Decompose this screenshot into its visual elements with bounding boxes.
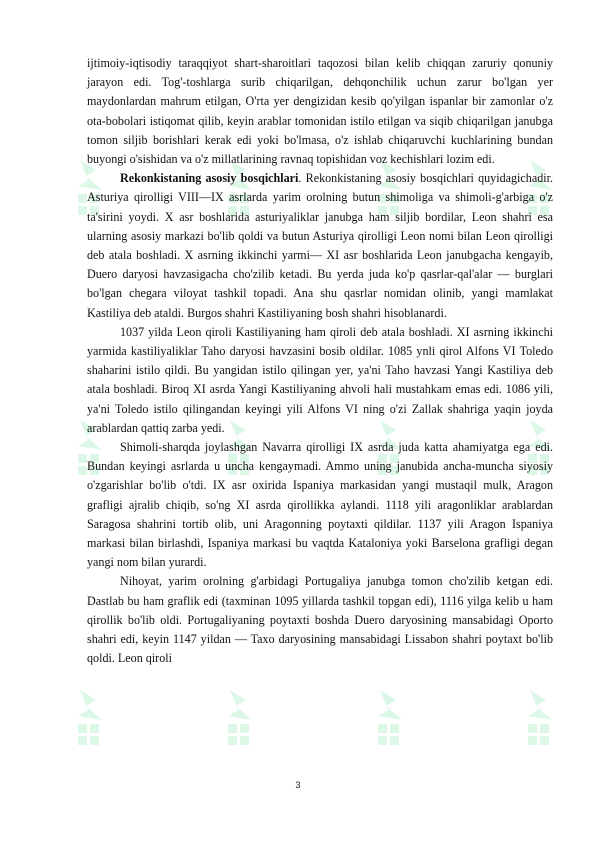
paragraph-5 xyxy=(87,572,553,668)
paragraph-text: Nihoyat, yarim orolning g'arbidagi Portugaliya janubga tomon cho'zilib ketgan edi. Dastlab bu ham graflik edi (taxminan 1095 yillarda tashkil topgan edi), 1116 yilga kelib u ham qirollik bo'lib oldi. Portugaliyaning poytaxti boshda Duero daryosining mansabidagi Oporto shahri edi, keyin 1147 yildan — Taxo daryosining mansabidagi Lissabon shahri poytaxt bo'lib qoldi. Leon qiroli xyxy=(87,574,553,666)
paragraph-text: 1037 yilda Leon qiroli Kastiliyaning ham qiroli deb atala boshladi. XI asrning ikkinchi yarmida kastiliyaliklar Taho daryosi havzasini bosib oldilar. 1085 ynli qirol Alfons VI Toledo shaharini istilo qildi. Bu yangidan istilo qilingan yer, ya'ni Taho havzasi Yangi Kastiliya deb atala boshladi. Biroq XI asrda Yangi Kastiliyaning ahvoli hali mustahkam emas edi. 1086 yili, ya'ni Toledo istilo qilingandan keyingi yili Alfons VI ning o'zi Zallak shahriga yaqin joyda arablardan qattiq zarba yedi. xyxy=(87,324,553,435)
paragraph-text: . Rekonkistaning asosiy bosqichlari quyidagichadir. Asturiya qirolligi VIII—IX asrlarda yarim orolning butun shimoliga va shimoli-g'arbiga o'z ta'sirini yoydi. X asr boshlarida asturiyaliklar janubga ham siljib bordilar, Leon shahri esa ularning asosiy markazi bo'lib qoldi va butun Asturiya qirolligi Leon nomi bilan Leon qirolligi deb atala boshladi. X asrning ikkinchi yarmi— XI asr boshlarida Leon janubgacha kengayib, Duero daryosi havzasigacha cho'zilib ketadi. Bu yerda juda ko'p qasrlar-qal'alar — burglari bo'lgan chegara viloyat tashkil topadi. Ana shu qasrlar nomidan olinib, yangi mamlakat Kastiliya deb ataldi. Burgos shahri Kastiliyaning bosh shahri hisoblanardi. xyxy=(87,171,553,320)
paragraph-text: ijtimoiy-iqtisodiy taraqqiyot shart-sharoitlari taqozosi bilan kelib chiqqan zaruriy qonuniy jarayon edi. Tog'-toshlarga surib chiqarilgan, dehqonchilik uchun zarur bo'lgan yer maydonlardan mahrum etilgan, O'rta yer dengizidan kesib qo'yilgan ispanlar bir zamonlar o'z ota-bobolari istiqomat qilib, keyin arablar tomonidan istilo etilgan va siqib chiqarilgan janubga tomon siljib borishlari kerak edi yoki bo'lmasa, o'z ishlab chiqaruvchi kuchlarining bundan buyongi o'sishidan va o'z millatlarining ravnaq topishidan voz kechishlari lozim edi. xyxy=(87,56,553,167)
paragraph-text: Shimoli-sharqda joylashgan Navarra qirolligi IX asrda juda katta ahamiyatga ega edi. Bundan keyingi asrlarda u uncha kengaymadi. Ammo uning janubida ancha-muncha siyosiy o'zgarishlar bo'lib o'tdi. IX asr oxirida Ispaniya markasidan yangi mustaqil mulk, Aragon grafligi ajralib chiqib, so'ng XI asrda qirollikka aylandi. 1118 yili aragonliklar arablardan Saragosa shahrini tortib olib, uni Aragonning poytaxti qildilar. 1137 yili Aragon Ispaniya markasi bilan birlashdi, Ispaniya markasi bu vaqtda Kataloniya yoki Barselona grafligi degan yangi nom bilan yurardi. xyxy=(87,440,553,570)
page-number: 3 xyxy=(295,780,301,790)
section-heading: Rekonkistaning asosiy bosqichlari xyxy=(120,171,299,186)
paragraph-2 xyxy=(87,169,553,323)
document-body xyxy=(87,54,553,669)
paragraph-3 xyxy=(87,323,553,438)
paragraph-4 xyxy=(87,438,553,572)
paragraph-1 xyxy=(87,54,553,169)
